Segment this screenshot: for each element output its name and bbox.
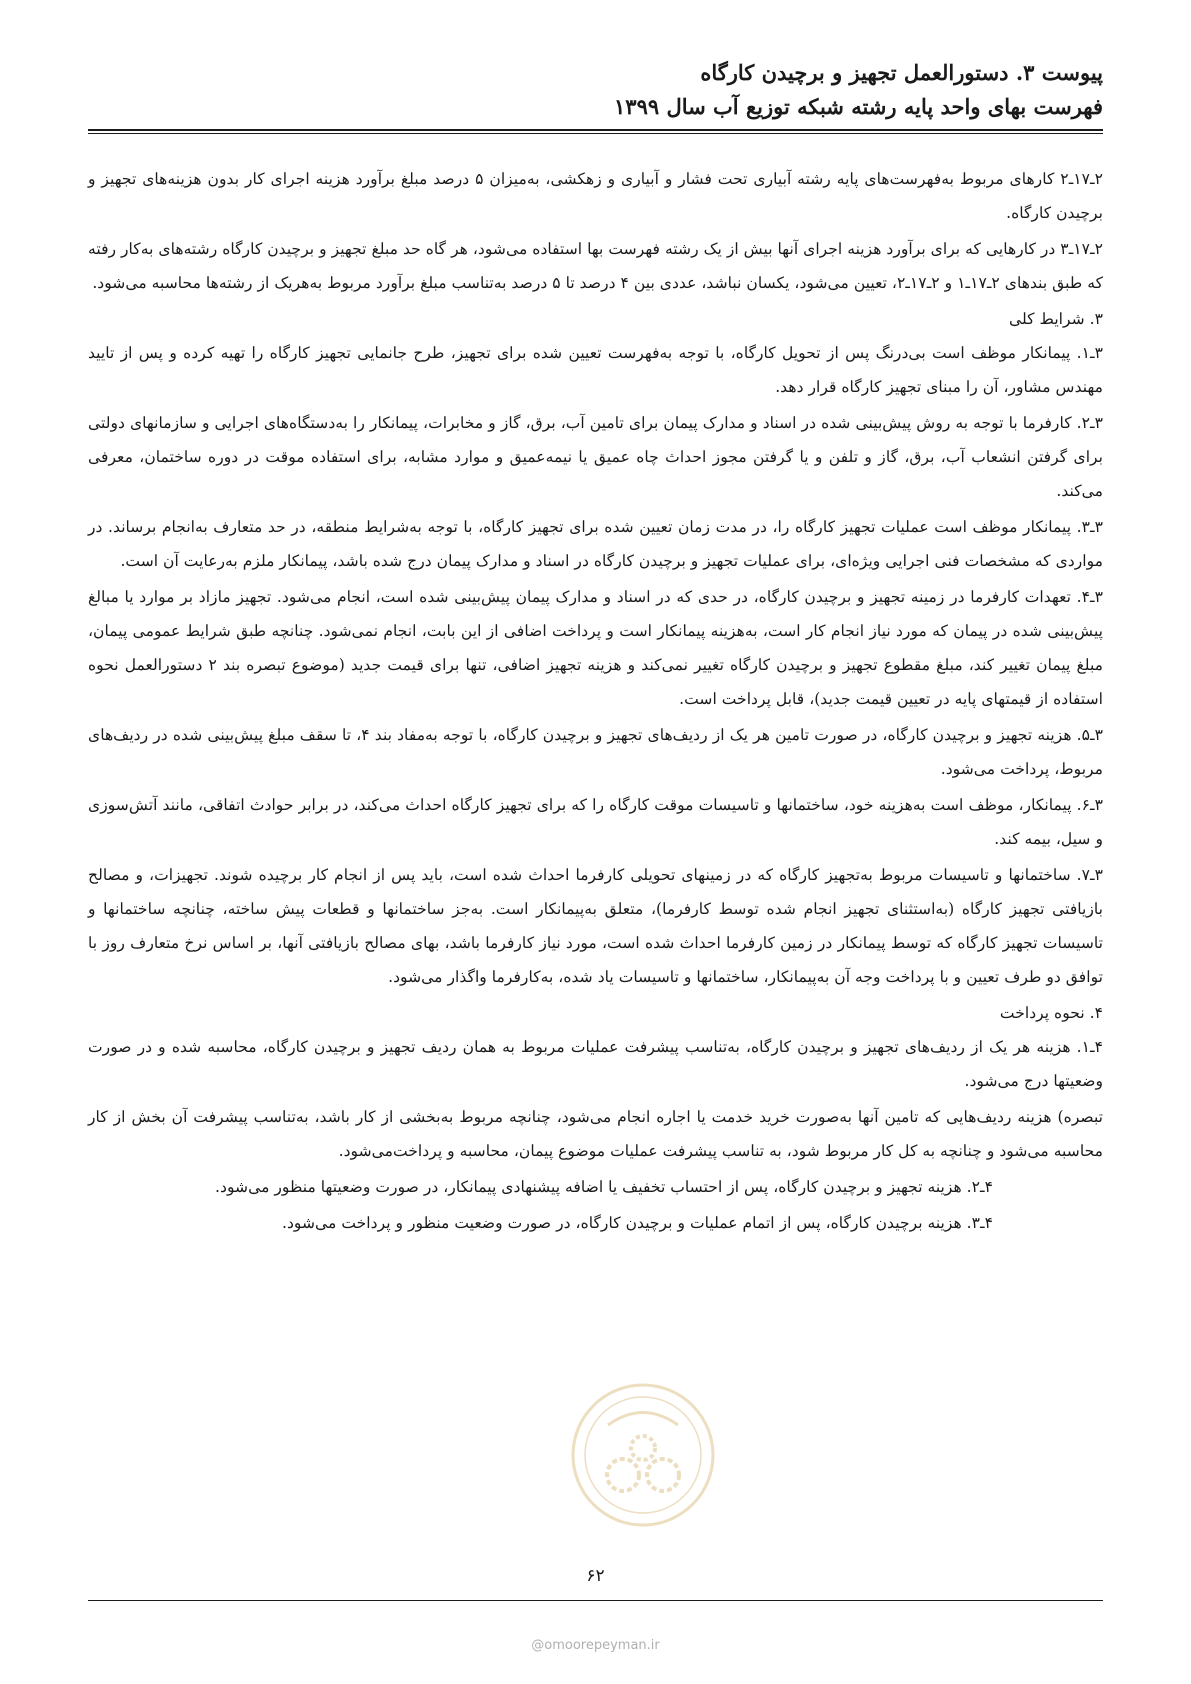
header-title-line2: فهرست بهای واحد پایه رشته شبکه توزیع آب سال ۱۳۹۹ xyxy=(614,94,1103,119)
watermark-url: @omoorepeyman.ir xyxy=(531,1638,660,1653)
paragraph-4-3: ۴ـ۳. هزینه برچیدن کارگاه، پس از اتمام عملیات و برچیدن کارگاه، در صورت وضعیت منظور و پرداخت می‌شود. xyxy=(282,1214,993,1232)
document-page xyxy=(88,0,1103,1684)
document-body xyxy=(88,162,1103,1242)
paragraph-2-17-2: ۲ـ۱۷ـ۲ کارهای مربوط به‌فهرست‌های پایه رشته آبیاری تحت فشار و آبیاری و زهکشی، به‌میزان ۵ درصد مبلغ برآورد هزینه اجرای کار بدون هزینه‌های تجهیز و برچیدن کارگاه. xyxy=(88,170,1103,222)
page-header xyxy=(88,58,1103,122)
page-number: ۶۲ xyxy=(586,1566,605,1586)
paragraph-4-1: ۴ـ۱. هزینه هر یک از ردیف‌های تجهیز و برچیدن کارگاه، به‌تناسب پیشرفت عملیات مربوط به همان ردیف تجهیز و برچیدن کارگاه، محاسبه شده و در صورت وضعیتها درج می‌شود. xyxy=(88,1038,1103,1090)
paragraph-3-3: ۳ـ۳. پیمانکار موظف است عملیات تجهیز کارگاه را، در مدت زمان تعیین شده برای تجهیز کارگاه، با توجه به‌شرایط منطقه، در حد متعارف به‌انجام برساند. در مواردی که مشخصات فنی اجرایی ویژه‌ای، برای عملیات تجهیز و برچیدن کارگاه در اسناد و مدارک پیمان درج شده باشد، پیمانکار ملزم به‌رعایت آن است. xyxy=(88,518,1103,570)
paragraph-3-2: ۳ـ۲. کارفرما با توجه به روش پیش‌بینی شده در اسناد و مدارک پیمان برای تامین آب، برق، گاز و مخابرات، پیمانکار را به‌دستگاه‌های اجرایی و سازمانهای دولتی برای گرفتن انشعاب آب، برق، گاز و تلفن و یا گرفتن مجوز احداث چاه عمیق یا نیمه‌عمیق و موارد مشابه، برای استفاده موقت در دوره ساختمان، معرفی می‌کند. xyxy=(88,414,1103,500)
paragraph-note: تبصره) هزینه ردیف‌هایی که تامین آنها به‌صورت خرید خدمت یا اجاره انجام می‌شود، چنانچه مربوط به‌بخشی از کار باشد، به‌تناسب پیشرفت آن بخش از کار محاسبه می‌شود و چنانچه به کل کار مربوط شود، به تناسب پیشرفت عملیات موضوع پیمان، محاسبه و پرداخت‌می‌شود. xyxy=(88,1108,1103,1160)
paragraph-3-5: ۳ـ۵. هزینه تجهیز و برچیدن کارگاه، در صورت تامین هر یک از ردیف‌های تجهیز و برچیدن کارگاه، با توجه به‌مفاد بند ۴، تا سقف مبلغ پیش‌بینی شده در ردیف‌های مربوط، پرداخت می‌شود. xyxy=(88,726,1103,778)
header-divider-thick xyxy=(88,129,1103,131)
header-title-line1: پیوست ۳. دستورالعمل تجهیز و برچیدن کارگاه xyxy=(700,60,1103,85)
section-heading-general-conditions: ۳. شرایط کلی xyxy=(1009,310,1103,328)
section-heading-payment: ۴. نحوه پرداخت xyxy=(999,1004,1103,1022)
paragraph-3-6: ۳ـ۶. پیمانکار، موظف است به‌هزینه خود، ساختمانها و تاسیسات موقت کارگاه را که برای تجهیز کارگاه احداث می‌کند، در برابر حوادث اتفاقی، مانند آتش‌سوزی و سیل، بیمه کند. xyxy=(88,796,1103,848)
paragraph-3-4: ۳ـ۴. تعهدات کارفرما در زمینه تجهیز و برچیدن کارگاه، در حدی که در اسناد و مدارک پیمان پیش‌بینی شده است، انجام می‌شود. تجهیز مازاد بر موارد یا مبالغ پیش‌بینی شده در پیمان که مورد نیاز انجام کار است، به‌هزینه پیمانکار است و پرداخت اضافی از این بابت، انجام نمی‌شود. چنانچه طبق شرایط عمومی پیمان، مبلغ پیمان تغییر کند، مبلغ مقطوع تجهیز و برچیدن کارگاه تغییر نمی‌کند و هزینه تجهیز اضافی، تنها برای قیمت جدید (موضوع تبصره بند ۲ دستورالعمل نحوه استفاده از قیمتهای پایه در تعیین قیمت جدید)، قابل پرداخت است. xyxy=(88,588,1103,708)
paragraph-3-1: ۳ـ۱. پیمانکار موظف است بی‌درنگ پس از تحویل کارگاه، با توجه به‌فهرست تعیین شده برای تجهیز، طرح جانمایی تجهیز کارگاه را تهیه کرده و پس از تایید مهندس مشاور، آن را مبنای تجهیز کارگاه قرار دهد. xyxy=(88,344,1103,396)
paragraph-2-17-3: ۲ـ۱۷ـ۳ در کارهایی که برای برآورد هزینه اجرای آنها بیش از یک رشته فهرست بها استفاده می‌شود، هر گاه حد مبلغ تجهیز و برچیدن کارگاه رشته‌های به‌کار رفته که طبق بندهای ۲ـ۱۷ـ۱ و ۲ـ۱۷ـ۲، تعیین می‌شود، یکسان نباشد، عددی بین ۴ درصد تا ۵ درصد به‌تناسب مبلغ برآورد مربوط به‌هریک از رشته‌ها محاسبه می‌شود. xyxy=(88,240,1103,292)
paragraph-4-2: ۴ـ۲. هزینه تجهیز و برچیدن کارگاه، پس از احتساب تخفیف یا اضافه پیشنهادی پیمانکار، در صورت وضعیتها منظور می‌شود. xyxy=(215,1178,993,1196)
header-divider-thin xyxy=(88,133,1103,134)
paragraph-3-7: ۳ـ۷. ساختمانها و تاسیسات مربوط به‌تجهیز کارگاه که در زمینهای تحویلی کارفرما احداث شده است، باید پس از انجام کار برچیده شوند. تجهیزات، و مصالح بازیافتی تجهیز کارگاه (به‌استثنای تجهیز انجام شده توسط کارفرما)، متعلق به‌پیمانکار است. به‌جز ساختمانها و قطعات پیش ساخته، چنانچه ساختمانها و تاسیسات تجهیز کارگاه که توسط پیمانکار در زمین کارفرما احداث شده است، مورد نیاز کارفرما باشد، بهای مصالح بازیافتی آنها، بر اساس نرخ متعارف روز با توافق دو طرف تعیین و با پرداخت وجه آن به‌پیمانکار، ساختمانها و تاسیسات یاد شده، به‌کارفرما واگذار می‌شود. xyxy=(88,866,1103,986)
watermark-seal-icon xyxy=(568,1380,718,1530)
footer-divider xyxy=(88,1600,1103,1601)
